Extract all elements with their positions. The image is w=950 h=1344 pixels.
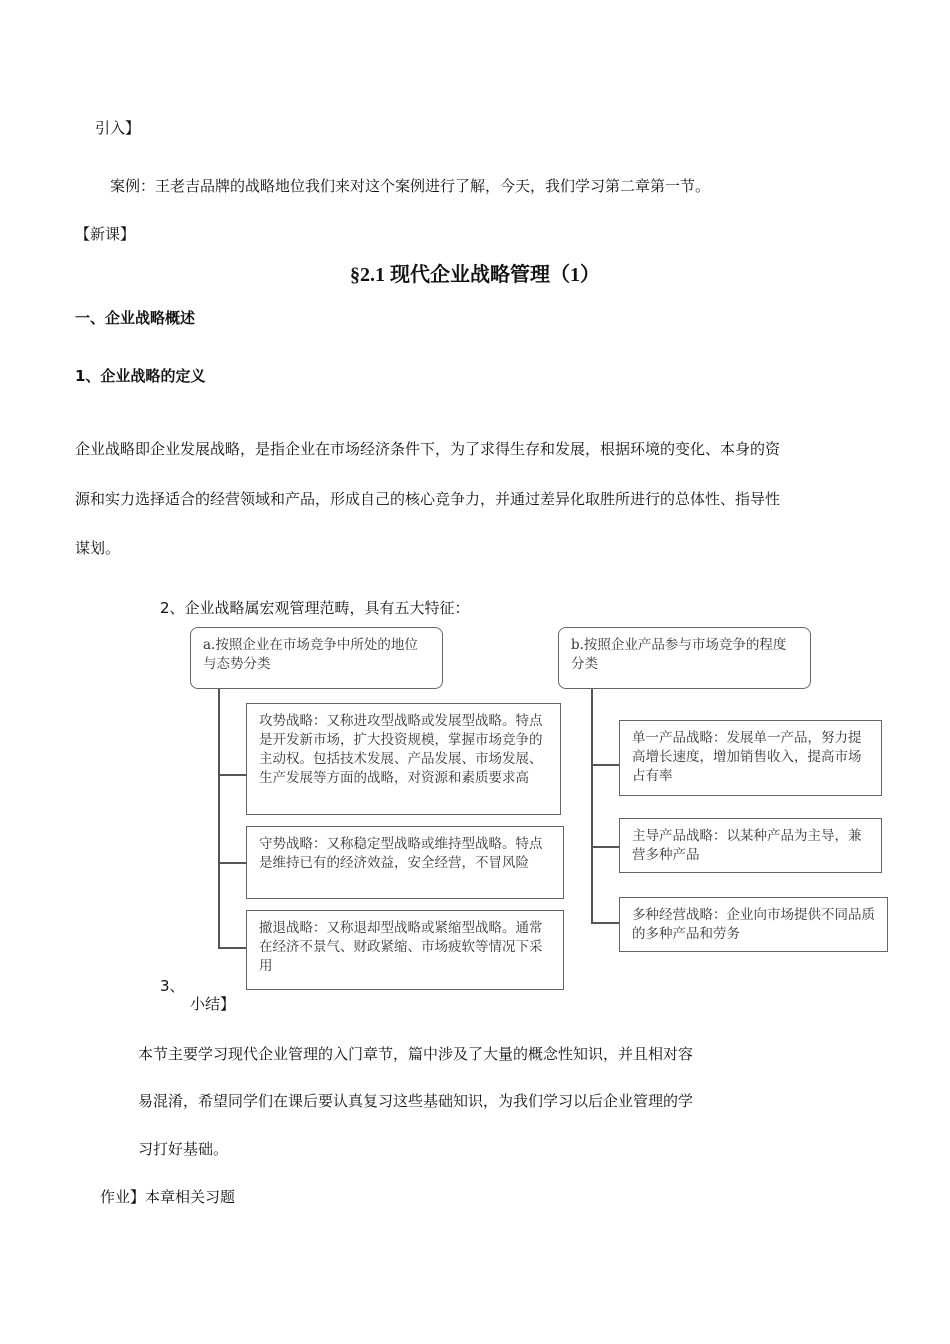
definition-line-1: 企业战略即企业发展战略，是指企业在市场经济条件下，为了求得生存和发展，根据环境的变化、本身的资 xyxy=(75,440,781,458)
left-branch-line-3 xyxy=(218,947,246,949)
subsection-definition-heading: 1、企业战略的定义 xyxy=(75,367,206,385)
summary-heading: 小结】 xyxy=(190,995,236,1013)
leading-product-strategy-box: 主导产品战略：以某种产品为主导，兼营多种产品 xyxy=(619,818,882,873)
definition-line-3: 谋划。 xyxy=(75,539,121,557)
right-trunk-line xyxy=(591,688,593,923)
right-branch-line-3 xyxy=(591,922,619,924)
left-category-header: a.按照企业在市场竞争中所处的地位与态势分类 xyxy=(190,627,443,689)
section-heading: 一、企业战略概述 xyxy=(75,309,196,327)
summary-line-1: 本节主要学习现代企业管理的入门章节，篇中涉及了大量的概念性知识，并且相对容 xyxy=(138,1045,694,1063)
right-category-header: b.按照企业产品参与市场竞争的程度分类 xyxy=(558,627,811,689)
left-trunk-line xyxy=(218,688,220,948)
summary-line-2: 易混淆，希望同学们在课后要认真复习这些基础知识，为我们学习以后企业管理的学 xyxy=(138,1092,694,1110)
left-branch-line-2 xyxy=(218,862,246,864)
intro-heading: 引入】 xyxy=(95,119,141,137)
right-branch-line-2 xyxy=(591,846,619,848)
definition-line-2: 源和实力选择适合的经营领域和产品，形成自己的核心竞争力，并通过差异化取胜所进行的总体性、指导性 xyxy=(75,490,781,508)
homework-text: 作业】本章相关习题 xyxy=(100,1188,236,1206)
offensive-strategy-box: 攻势战略：又称进攻型战略或发展型战略。特点是开发新市场，扩大投资规模，掌握市场竞争的主动权。包括技术发展、产品发展、市场发展、生产发展等方面的战略，对资源和素质要求高 xyxy=(246,703,561,815)
new-lesson-heading: 【新课】 xyxy=(75,225,136,243)
defensive-strategy-box: 守势战略：又称稳定型战略或维持型战略。特点是维持已有的经济效益，安全经营，不冒风险 xyxy=(246,826,564,899)
right-branch-line-1 xyxy=(591,764,619,766)
diversified-strategy-box: 多种经营战略：企业向市场提供不同品质的多种产品和劳务 xyxy=(619,897,888,952)
intro-case-text: 案例：王老吉品牌的战略地位我们来对这个案例进行了解，今天，我们学习第二章第一节。 xyxy=(110,177,711,195)
retreat-strategy-box: 撤退战略：又称退却型战略或紧缩型战略。通常在经济不景气、财政紧缩、市场疲软等情况下采用 xyxy=(246,910,564,990)
subsection-features-heading: 2、企业战略属宏观管理范畴，具有五大特征： xyxy=(160,599,470,617)
subsection-3-number: 3、 xyxy=(160,977,185,995)
left-branch-line-1 xyxy=(218,774,246,776)
single-product-strategy-box: 单一产品战略：发展单一产品，努力提高增长速度，增加销售收入，提高市场占有率 xyxy=(619,720,882,796)
page-title: §2.1 现代企业战略管理（1） xyxy=(350,264,600,286)
summary-line-3: 习打好基础。 xyxy=(138,1140,229,1158)
